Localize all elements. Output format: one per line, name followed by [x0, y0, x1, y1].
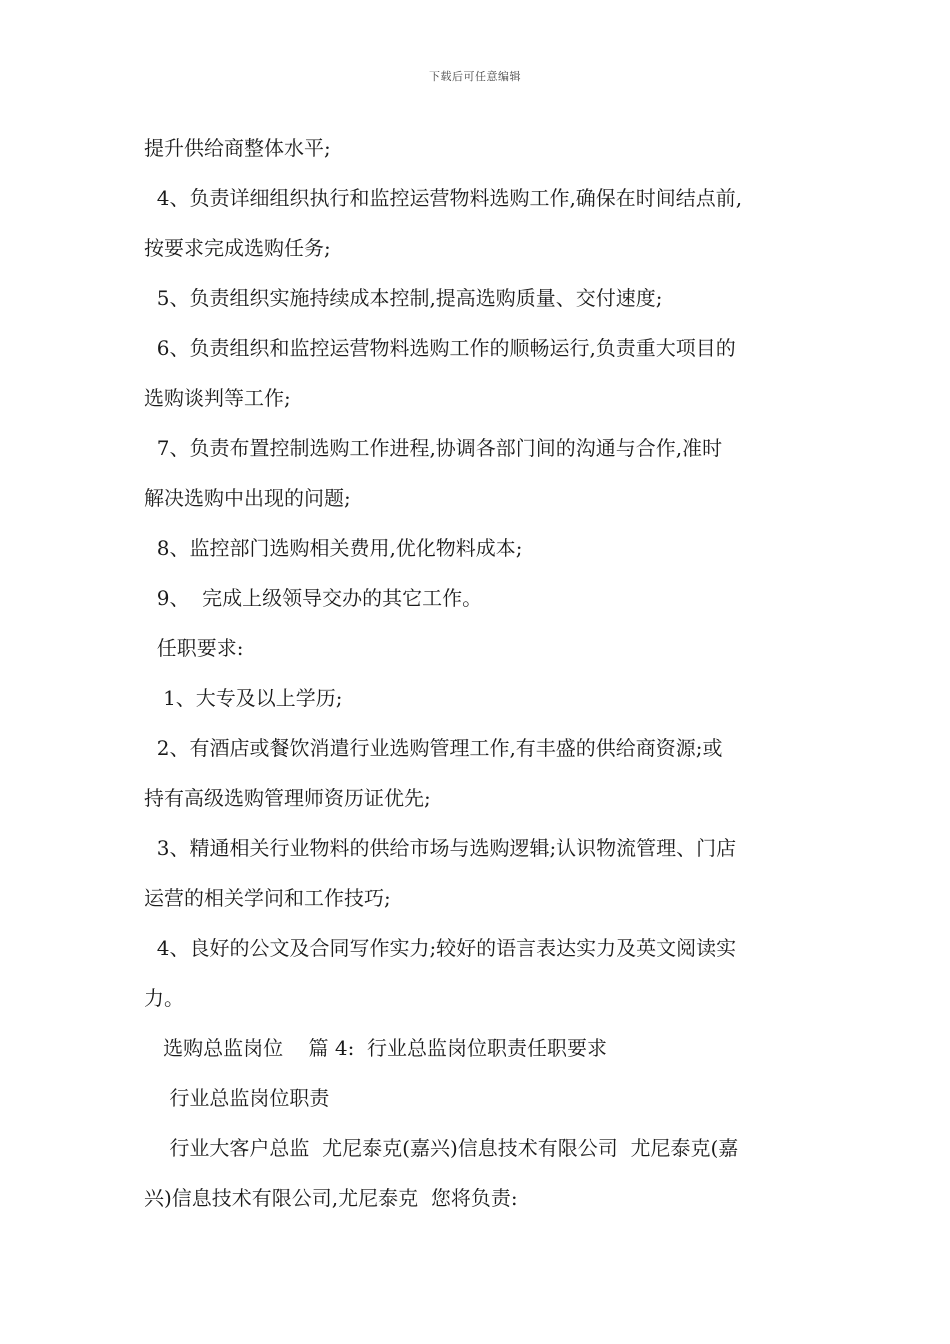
text-line: 1、大专及以上学历; — [144, 686, 343, 710]
text-line: 8、监控部门选购相关费用,优化物料成本; — [144, 536, 523, 560]
text-line: 兴)信息技术有限公司,尤尼泰克 您将负责: — [144, 1186, 518, 1210]
text-line: 6、负责组织和监控运营物料选购工作的顺畅运行,负责重大项目的 — [144, 336, 736, 360]
text-line: 7、负责布置控制选购工作进程,协调各部门间的沟通与合作,准时 — [144, 436, 723, 460]
text-line: 2、有酒店或餐饮消遣行业选购管理工作,有丰盛的供给商资源;或 — [144, 736, 723, 760]
document-body — [144, 128, 824, 1228]
text-line: 按要求完成选购任务; — [144, 236, 331, 260]
text-line: 3、精通相关行业物料的供给市场与选购逻辑;认识物流管理、门店 — [144, 836, 737, 860]
section-heading: 行业总监岗位职责 — [144, 1086, 330, 1110]
page-header: 下载后可任意编辑 — [429, 70, 521, 83]
text-line: 5、负责组织实施持续成本控制,提高选购质量、交付速度; — [144, 286, 663, 310]
text-line: 9、 完成上级领导交办的其它工作。 — [144, 586, 483, 610]
text-line: 持有高级选购管理师资历证优先; — [144, 786, 431, 810]
text-line: 4、良好的公文及合同写作实力;较好的语言表达实力及英文阅读实 — [144, 936, 737, 960]
text-line: 选购谈判等工作; — [144, 386, 291, 410]
text-line: 力。 — [144, 986, 184, 1010]
text-line: 4、负责详细组织执行和监控运营物料选购工作,确保在时间结点前, — [144, 186, 743, 210]
text-line: 行业大客户总监 尤尼泰克(嘉兴)信息技术有限公司 尤尼泰克(嘉 — [144, 1136, 739, 1160]
section-heading: 选购总监岗位 篇 4: 行业总监岗位职责任职要求 — [144, 1036, 608, 1060]
text-line: 提升供给商整体水平; — [144, 136, 331, 160]
text-line: 解决选购中出现的问题; — [144, 486, 351, 510]
text-line: 运营的相关学问和工作技巧; — [144, 886, 391, 910]
section-heading: 任职要求: — [144, 636, 244, 660]
